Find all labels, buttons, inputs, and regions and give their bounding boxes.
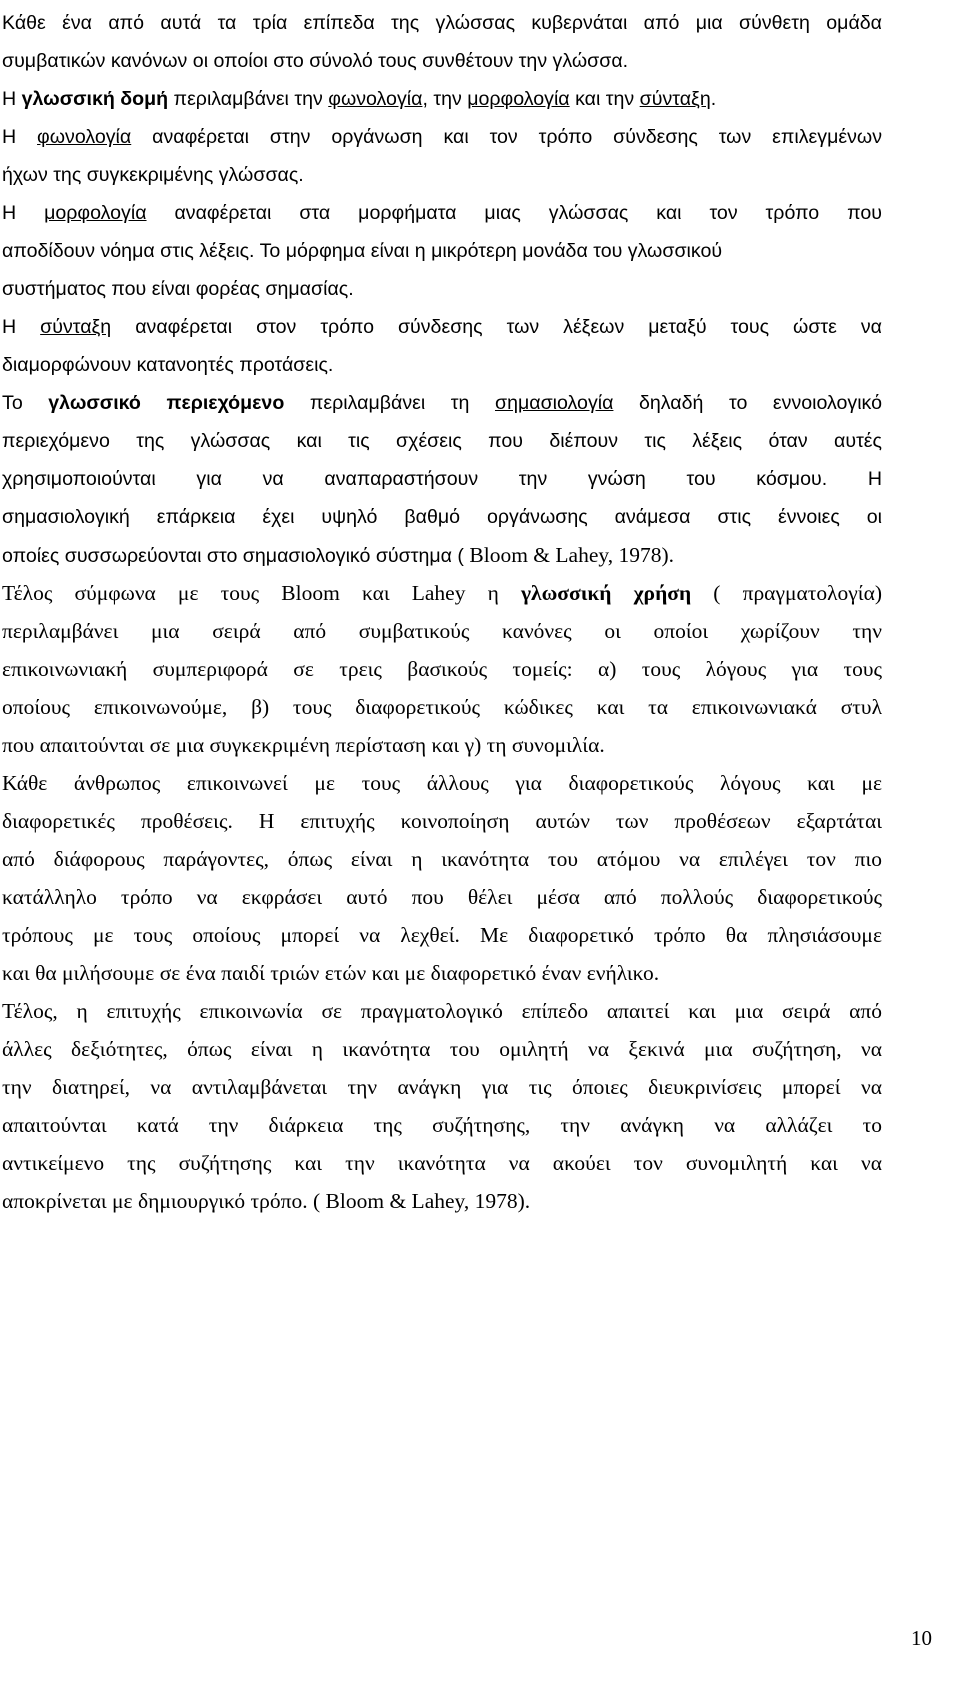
text-segment: Το [2, 392, 49, 414]
text-line [2, 916, 882, 954]
text-segment: οποίες συσσωρεύονται στο σημασιολογικό σύστημα ( [2, 545, 470, 567]
text-segment: Τέλος σύμφωνα με τους [2, 581, 282, 605]
page-number: 10 [911, 1626, 932, 1650]
text-line [2, 574, 882, 612]
text-segment: συμβατικών κανόνων οι οποίοι στο σύνολό τους συνθέτουν την γλώσσα. [2, 50, 629, 72]
text-segment: , την [422, 88, 468, 110]
text-segment: ήχων της συγκεκριμένης γλώσσας. [2, 164, 304, 186]
text-line [2, 118, 882, 156]
text-segment: . [710, 88, 717, 110]
text-line [2, 270, 882, 308]
text-segment: άλλες δεξιότητες, όπως είναι η ικανότητα του ομιλητή να ξεκινά μια συζήτηση, να [2, 1037, 882, 1061]
text-segment: Η [2, 126, 38, 148]
text-line [2, 346, 882, 384]
text-segment: περιλαμβάνει μια σειρά από συμβατικούς κανόνες οι οποίοι χωρίζουν την [2, 619, 882, 643]
text-segment: χρησιμοποιούνται για να αναπαραστήσουν την γνώση του κόσμου. Η [2, 468, 882, 490]
text-segment: που απαιτούνται σε μια συγκεκριμένη περίσταση και γ) τη συνομιλία. [2, 733, 605, 757]
text-line [2, 650, 882, 688]
underlined-term: σύνταξη [639, 88, 711, 110]
text-segment: διαμορφώνουν κατανοητές προτάσεις. [2, 354, 334, 376]
text-segment: αποκρίνεται με δημιουργικό τρόπο. ( Bloom & Lahey, 1978). [2, 1189, 531, 1213]
text-segment: περιλαμβάνει τη [284, 392, 495, 414]
text-line [2, 156, 882, 194]
text-segment: Bloom & Lahey, 1978). [469, 543, 675, 567]
text-line [2, 726, 882, 764]
text-segment: σημασιολογική επάρκεια έχει υψηλό βαθμό οργάνωσης ανάμεσα στις έννοιες οι [2, 506, 882, 528]
text-segment: αναφέρεται στα μορφήματα μιας γλώσσας και τον τρόπο που [146, 202, 882, 224]
text-segment: από διάφορους παράγοντες, όπως είναι η ικανότητα του ατόμου να επιλέγει τον πιο [2, 847, 882, 871]
text-line [2, 42, 882, 80]
text-line [2, 840, 882, 878]
bold-term: γλωσσική χρήση [520, 581, 692, 605]
text-segment: αντικείμενο της συζήτησης και την ικανότητα να ακούει τον συνομιλητή και να [2, 1151, 882, 1175]
text-segment: ( πραγματολογία) [691, 581, 882, 605]
text-line [2, 992, 882, 1030]
text-line [2, 764, 882, 802]
bold-term: γλωσσικό περιεχόμενο [48, 392, 285, 414]
text-segment: δηλαδή το εννοιολογικό [613, 392, 882, 414]
text-segment: διαφορετικές προθέσεις. Η επιτυχής κοινοποίηση αυτών των προθέσεων εξαρτάται [2, 809, 882, 833]
text-line [2, 536, 882, 574]
text-segment: οποίους επικοινωνούμε, β) τους διαφορετικούς κώδικες και τα επικοινωνιακά στυλ [2, 695, 882, 719]
text-segment: Κάθε ένα από αυτά τα τρία επίπεδα της γλώσσας κυβερνάται από μια σύνθετη ομάδα [2, 12, 882, 34]
text-segment: Bloom και Lahey η [281, 581, 521, 605]
text-line [2, 422, 882, 460]
text-line [2, 802, 882, 840]
text-segment: περιεχόμενο της γλώσσας και τις σχέσεις που διέπουν τις λέξεις όταν αυτές [2, 430, 882, 452]
text-line [2, 308, 882, 346]
text-line [2, 688, 882, 726]
text-line [2, 878, 882, 916]
text-segment: Τέλος, η επιτυχής επικοινωνία σε πραγματολογικό επίπεδο απαιτεί και μια σειρά από [2, 999, 882, 1023]
text-segment: την διατηρεί, να αντιλαμβάνεται την ανάγκη για τις όποιες διευκρινίσεις μπορεί να [2, 1075, 882, 1099]
text-line [2, 1068, 882, 1106]
text-line [2, 612, 882, 650]
text-segment: Η [2, 202, 45, 224]
text-segment: και θα μιλήσουμε σε ένα παιδί τριών ετών και με διαφορετικό έναν ενήλικο. [2, 961, 660, 985]
text-line [2, 1144, 882, 1182]
text-segment: απαιτούνται κατά την διάρκεια της συζήτησης, την ανάγκη να αλλάζει το [2, 1113, 882, 1137]
text-line [2, 1106, 882, 1144]
text-line [2, 4, 882, 42]
body-text [2, 4, 882, 1220]
text-line [2, 384, 882, 422]
text-segment: αναφέρεται στην οργάνωση και τον τρόπο σύνδεσης των επιλεγμένων [131, 126, 882, 148]
text-segment: αναφέρεται στον τρόπο σύνδεσης των λέξεων μεταξύ τους ώστε να [111, 316, 882, 338]
underlined-term: φωνολογία [328, 88, 423, 110]
underlined-term: σύνταξη [40, 316, 112, 338]
underlined-term: μορφολογία [467, 88, 570, 110]
text-segment: Κάθε άνθρωπος επικοινωνεί με τους άλλους για διαφορετικούς λόγους και με [2, 771, 882, 795]
text-line [2, 80, 882, 118]
text-segment: επικοινωνιακή συμπεριφορά σε τρεις βασικούς τομείς: α) τους λόγους για τους [2, 657, 882, 681]
text-segment: συστήματος που είναι φορέας σημασίας. [2, 278, 354, 300]
text-segment: τρόπους με τους οποίους μπορεί να λεχθεί. Με διαφορετικό τρόπο θα πλησιάσουμε [2, 923, 882, 947]
underlined-term: μορφολογία [44, 202, 147, 224]
text-segment: κατάλληλο τρόπο να εκφράσει αυτό που θέλει μέσα από πολλούς διαφορετικούς [2, 885, 882, 909]
text-segment: Η [2, 316, 41, 338]
text-line [2, 1030, 882, 1068]
bold-term: γλωσσική δομή [21, 88, 169, 110]
text-line [2, 954, 882, 992]
text-segment: Η [2, 88, 22, 110]
text-segment: περιλαμβάνει την [168, 88, 329, 110]
underlined-term: φωνολογία [37, 126, 132, 148]
text-segment: και την [569, 88, 640, 110]
text-line [2, 194, 882, 232]
text-line [2, 1182, 882, 1220]
text-line [2, 232, 882, 270]
text-line [2, 460, 882, 498]
underlined-term: σημασιολογία [494, 392, 614, 414]
text-line [2, 498, 882, 536]
text-segment: αποδίδουν νόημα στις λέξεις. Το μόρφημα είναι η μικρότερη μονάδα του γλωσσικού [2, 240, 723, 262]
